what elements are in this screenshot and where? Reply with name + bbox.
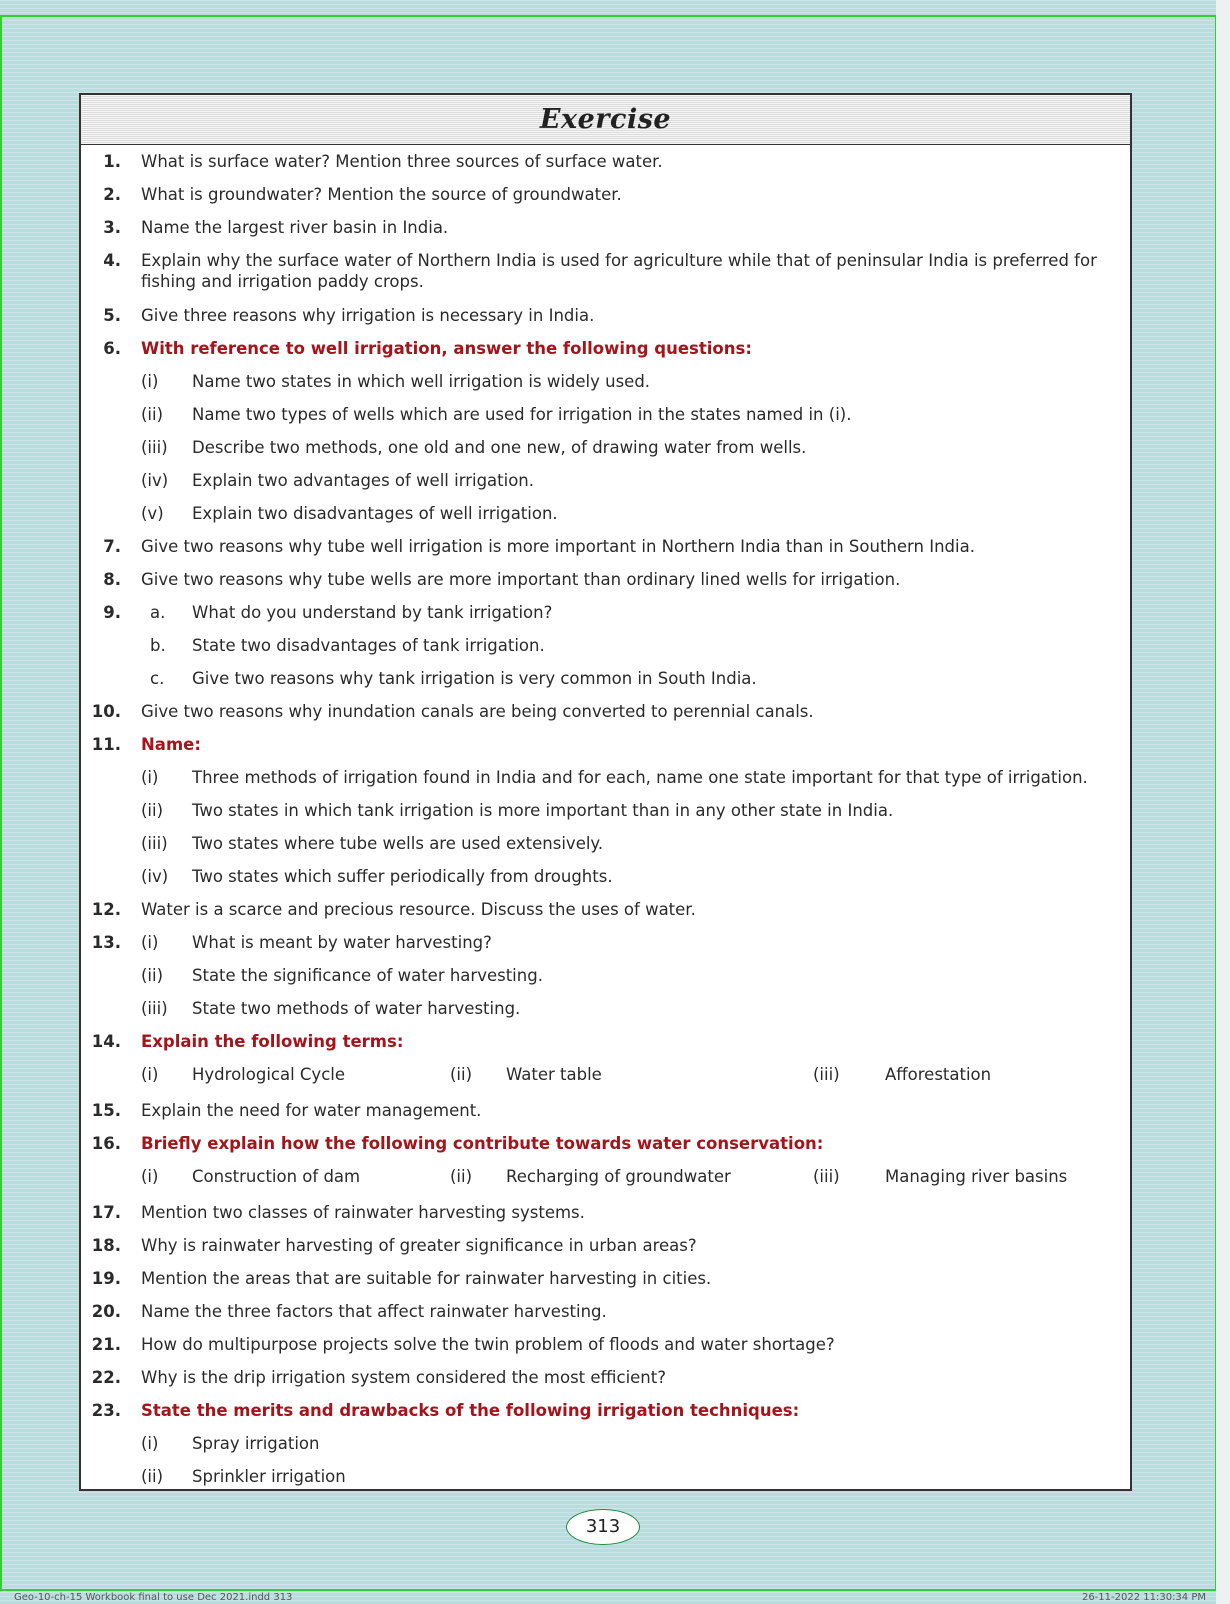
question-text: Give three reasons why irrigation is necessary in India. [141,306,595,325]
term-text: Construction of dam [192,1167,361,1186]
question-number: 14. [91,1032,121,1051]
question-number: 12. [91,900,121,919]
term-label: (ii) [450,1065,473,1084]
sub-question-label: (i) [141,1434,159,1453]
sub-question-label: c. [150,669,165,688]
sub-question-text: Two states where tube wells are used extensively. [192,834,604,853]
sub-question-text: Two states which suffer periodically from droughts. [192,867,613,886]
sub-question-label: (i) [141,372,159,391]
exercise-title: Exercise [539,104,672,135]
question-text: Name the three factors that affect rainwater harvesting. [141,1302,607,1321]
question-text: What is groundwater? Mention the source of groundwater. [141,185,622,204]
question-number: 15. [91,1101,121,1120]
question-text: Give two reasons why tube well irrigation is more important in Northern India than in Southern India. [141,537,975,556]
term-label: (iii) [813,1065,840,1084]
right-margin-band [1216,0,1230,1604]
sub-question-text: State two methods of water harvesting. [192,999,521,1018]
question-text: Mention the areas that are suitable for rainwater harvesting in cities. [141,1269,712,1288]
term-text: Water table [506,1065,602,1084]
sub-question-label: b. [150,636,166,655]
sub-question-label: (iv) [141,471,169,490]
sub-question-text: Three methods of irrigation found in India and for each, name one state important for that type of irrigation. [192,768,1088,787]
term-text: Managing river basins [885,1167,1068,1186]
sub-question-label: (ii) [141,966,164,985]
question-number: 8. [103,570,121,589]
term-label: (iii) [813,1167,840,1186]
sub-question-text: Spray irrigation [192,1434,320,1453]
term-label: (i) [141,1167,159,1186]
sub-question-text: Give two reasons why tank irrigation is very common in South India. [192,669,757,688]
footer-file-info: Geo-10-ch-15 Workbook final to use Dec 2021.indd 313 [14,1592,293,1603]
question-heading: With reference to well irrigation, answer the following questions: [141,339,752,358]
question-text: What is surface water? Mention three sources of surface water. [141,152,663,171]
question-text: Why is rainwater harvesting of greater significance in urban areas? [141,1236,697,1255]
term-label: (i) [141,1065,159,1084]
question-number: 21. [91,1335,121,1354]
sub-question-text: What do you understand by tank irrigation? [192,603,553,622]
question-heading: State the merits and drawbacks of the following irrigation techniques: [141,1401,800,1420]
term-label: (ii) [450,1167,473,1186]
question-number: 16. [91,1134,121,1153]
page-number: 313 [566,1509,640,1545]
sub-question-text: Explain two disadvantages of well irrigation. [192,504,558,523]
sub-question-text: Name two types of wells which are used for irrigation in the states named in (i). [192,405,852,424]
sub-question-text: Two states in which tank irrigation is more important than in any other state in India. [192,801,894,820]
question-number: 6. [103,339,121,358]
question-text: Give two reasons why inundation canals are being converted to perennial canals. [141,702,814,721]
question-heading: Explain the following terms: [141,1032,404,1051]
question-number: 19. [91,1269,121,1288]
exercise-header [81,95,1130,145]
sub-question-text: Name two states in which well irrigation is widely used. [192,372,651,391]
question-text: Explain the need for water management. [141,1101,482,1120]
sub-question-text: State two disadvantages of tank irrigation. [192,636,545,655]
question-number: 17. [91,1203,121,1222]
question-text: Explain why the surface water of Northern India is used for agriculture while that of peninsular India is preferred for fishing and irrigation paddy crops. [141,251,1097,291]
sub-question-text: Describe two methods, one old and one new, of drawing water from wells. [192,438,807,457]
exercise-box [79,93,1132,1491]
sub-question-label: (iv) [141,867,169,886]
term-text: Recharging of groundwater [506,1167,731,1186]
sub-question-label: (ii) [141,801,164,820]
question-text: Name the largest river basin in India. [141,218,449,237]
sub-question-label: (ii) [141,405,164,424]
sub-question-text: Sprinkler irrigation [192,1467,346,1486]
sub-question-label: (v) [141,504,164,523]
question-number: 20. [91,1302,121,1321]
term-text: Afforestation [885,1065,992,1084]
question-heading: Briefly explain how the following contribute towards water conservation: [141,1134,824,1153]
question-number: 2. [103,185,121,204]
question-text: Give two reasons why tube wells are more important than ordinary lined wells for irrigation. [141,570,901,589]
question-number: 4. [103,251,121,270]
question-text: Mention two classes of rainwater harvesting systems. [141,1203,585,1222]
sub-question-text: What is meant by water harvesting? [192,933,492,952]
question-heading: Name: [141,735,201,754]
question-text: Water is a scarce and precious resource. Discuss the uses of water. [141,900,696,919]
question-number: 13. [91,933,121,952]
question-number: 5. [103,306,121,325]
question-number: 11. [91,735,121,754]
question-number: 18. [91,1236,121,1255]
question-text: Why is the drip irrigation system considered the most efficient? [141,1368,666,1387]
sub-question-label: (iii) [141,438,168,457]
question-number: 22. [91,1368,121,1387]
sub-question-label: (iii) [141,999,168,1018]
sub-question-text: Explain two advantages of well irrigation. [192,471,535,490]
sub-question-label: (iii) [141,834,168,853]
question-text: How do multipurpose projects solve the twin problem of floods and water shortage? [141,1335,835,1354]
question-number: 10. [91,702,121,721]
term-text: Hydrological Cycle [192,1065,346,1084]
footer-timestamp: 26-11-2022 11:30:34 PM [1081,1592,1206,1603]
sub-question-label: (ii) [141,1467,164,1486]
question-number: 1. [103,152,121,171]
sub-question-text: State the significance of water harvesting. [192,966,543,985]
sub-question-label: (i) [141,933,159,952]
question-number: 3. [103,218,121,237]
question-number: 7. [103,537,121,556]
question-number: 9. [103,603,121,622]
question-number: 23. [91,1401,121,1420]
sub-question-label: (i) [141,768,159,787]
sub-question-label: a. [150,603,166,622]
